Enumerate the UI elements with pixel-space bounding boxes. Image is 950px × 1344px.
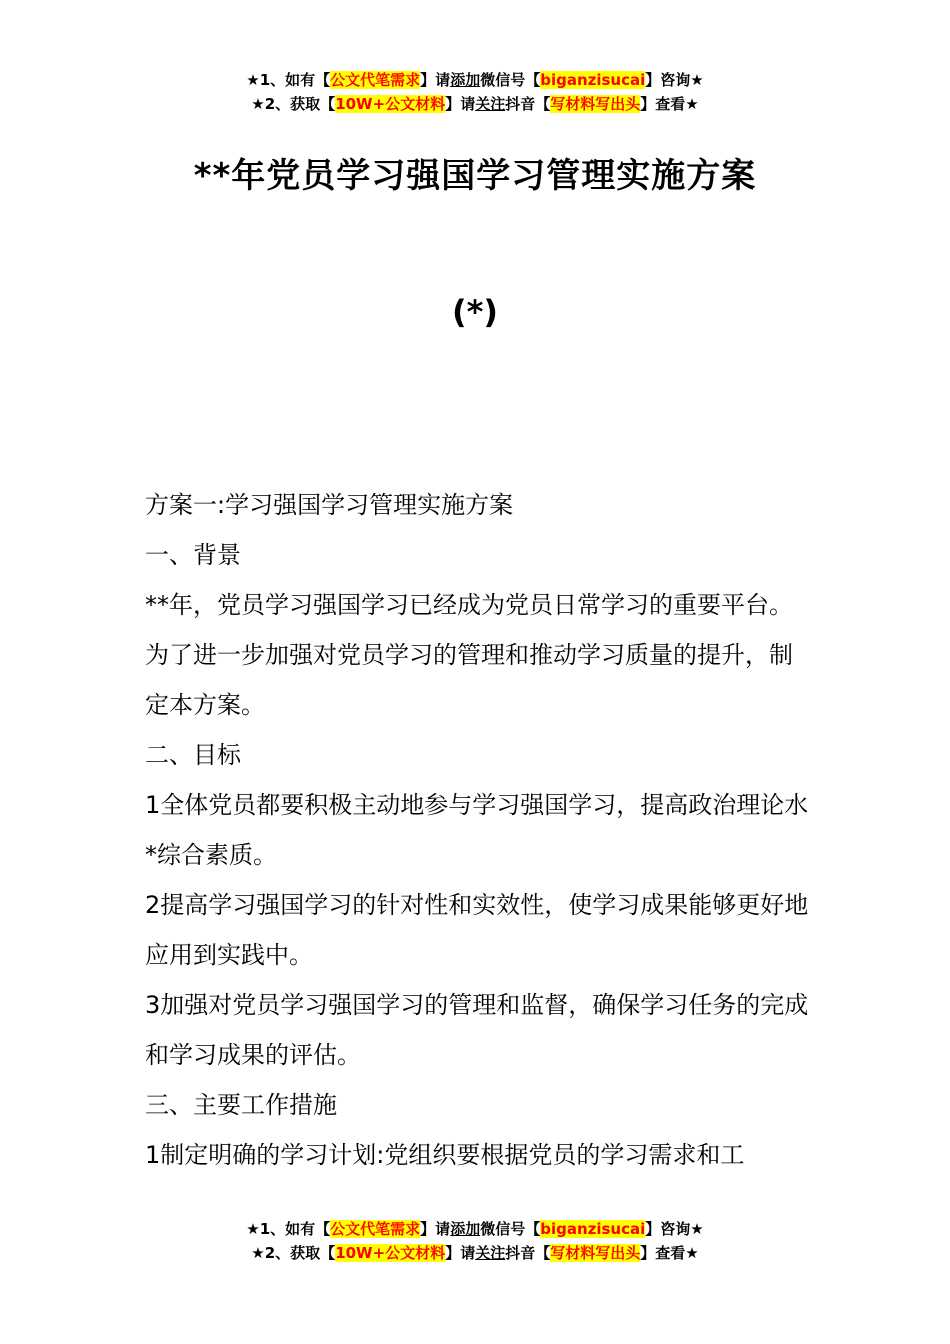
highlight-wechat-id: biganzisucai	[540, 1220, 646, 1238]
banner-line-2: ★2、获取【10W+公文材料】请关注抖音【写材料写出头】查看★	[251, 95, 699, 113]
highlight-service: 公文代笔需求	[330, 1220, 421, 1238]
banner-line-2: ★2、获取【10W+公文材料】请关注抖音【写材料写出头】查看★	[251, 1244, 699, 1262]
highlight-service: 公文代笔需求	[330, 71, 421, 89]
footer-banner	[0, 1217, 950, 1265]
document-title: **年党员学习强国学习管理实施方案	[193, 156, 757, 196]
underlined-follow: 关注	[475, 1244, 506, 1262]
measure-item-1: 1制定明确的学习计划:党组织要根据党员的学习需求和工	[145, 1141, 745, 1169]
background-paragraph: **年，党员学习强国学习已经成为党员日常学习的重要平台。为了进一步加强对党员学习的管理和推动学习质量的提升，制定本方案。	[145, 591, 793, 719]
header-banner	[0, 68, 950, 116]
document-subtitle: (*)	[452, 293, 498, 331]
highlight-douyin-id: 写材料写出头	[550, 1244, 641, 1262]
section-heading-measures: 三、主要工作措施	[145, 1091, 337, 1119]
plan-heading: 方案一:学习强国学习管理实施方案	[145, 491, 514, 519]
underlined-add: 添加	[450, 1220, 481, 1238]
document-body	[145, 480, 815, 1180]
underlined-add: 添加	[450, 71, 481, 89]
highlight-materials: 10W+公文材料	[335, 1244, 446, 1262]
highlight-wechat-id: biganzisucai	[540, 71, 646, 89]
section-heading-background: 一、背景	[145, 541, 241, 569]
banner-line-1: ★1、如有【公文代笔需求】请添加微信号【biganzisucai】咨询★	[246, 71, 704, 89]
highlight-douyin-id: 写材料写出头	[550, 95, 641, 113]
goal-item-1: 1全体党员都要积极主动地参与学习强国学习，提高政治理论水*综合素质。	[145, 791, 809, 869]
underlined-follow: 关注	[475, 95, 506, 113]
goal-item-3: 3加强对党员学习强国学习的管理和监督，确保学习任务的完成和学习成果的评估。	[145, 991, 809, 1069]
goal-item-2: 2提高学习强国学习的针对性和实效性，使学习成果能够更好地应用到实践中。	[145, 891, 809, 969]
banner-line-1: ★1、如有【公文代笔需求】请添加微信号【biganzisucai】咨询★	[246, 1220, 704, 1238]
highlight-materials: 10W+公文材料	[335, 95, 446, 113]
section-heading-goals: 二、目标	[145, 741, 241, 769]
